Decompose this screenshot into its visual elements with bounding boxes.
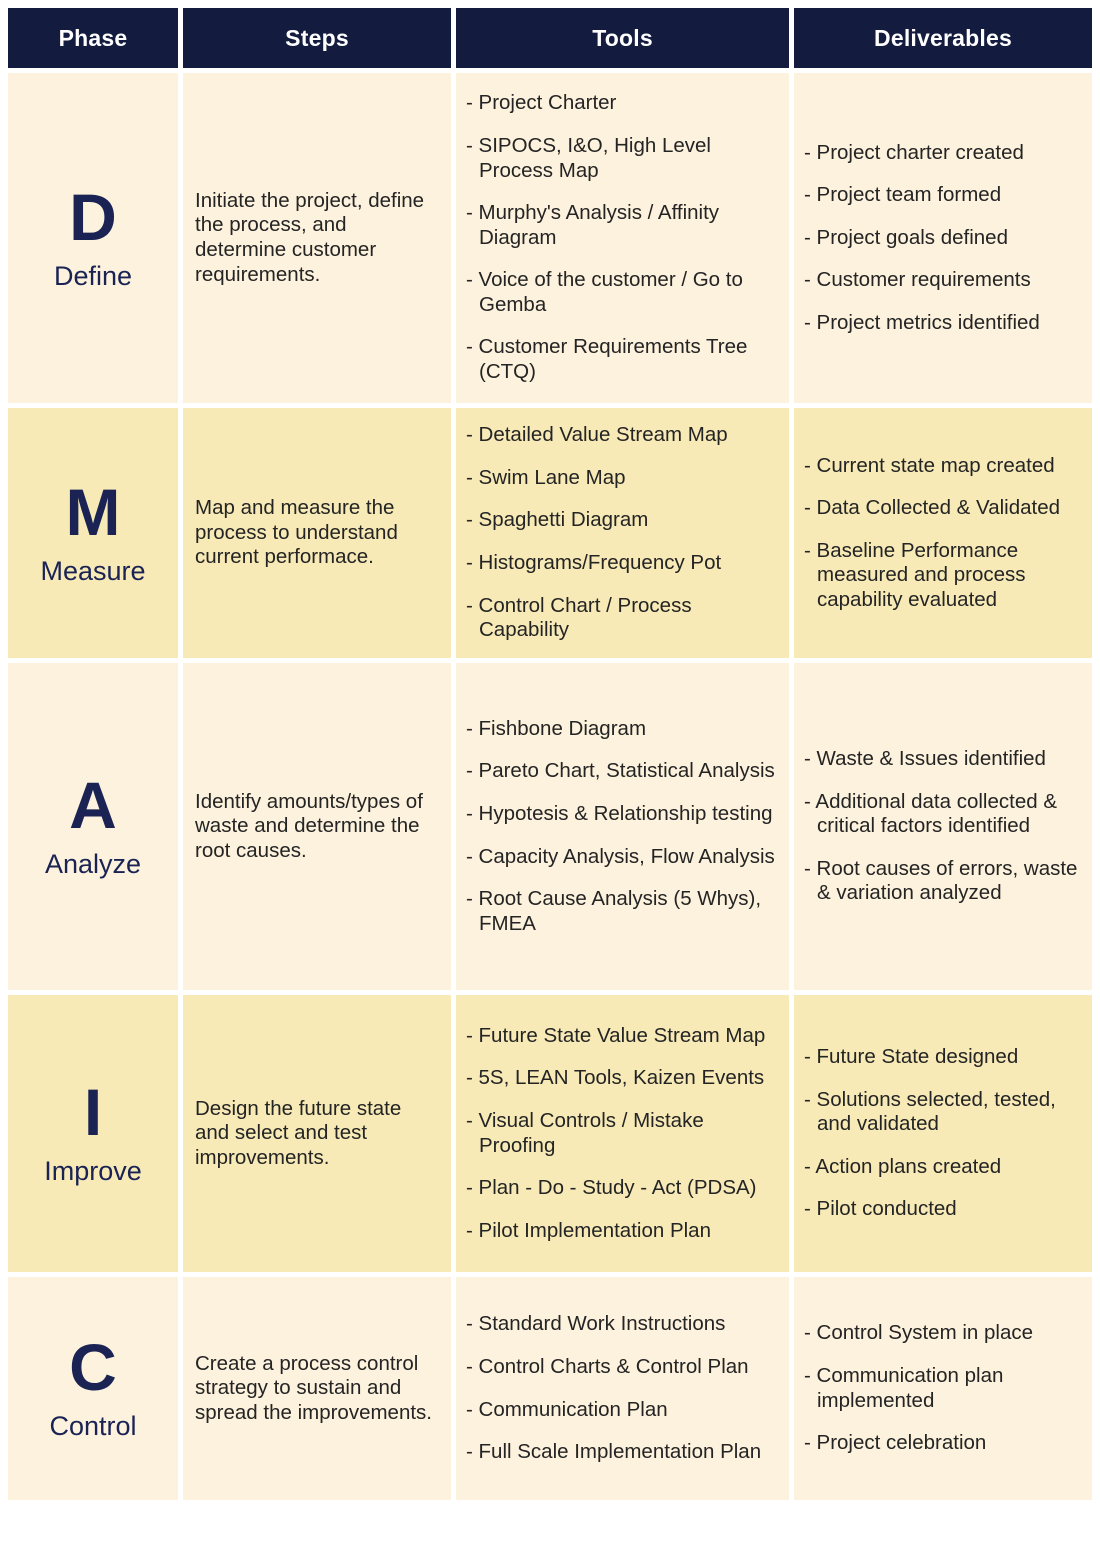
bullet-item: - Swim Lane Map	[466, 465, 626, 489]
bullet-item: - Plan - Do - Study - Act (PDSA)	[466, 1176, 757, 1200]
tools-cell-improve	[456, 995, 789, 1272]
phase-cell-define	[8, 73, 178, 403]
bullet-item: - Project charter created	[804, 140, 1024, 164]
column-header-tools: Tools	[456, 8, 789, 68]
bullet-item: - Detailed Value Stream Map	[466, 423, 728, 447]
phase-label: Analyze	[44, 849, 142, 880]
steps-cell-control	[183, 1277, 451, 1500]
bullet-item: - Spaghetti Diagram	[466, 508, 649, 532]
bullet-item: - Murphy's Analysis / Affinity Diagram	[466, 201, 720, 249]
column-header-steps: Steps	[183, 8, 451, 68]
bullet-item: - Project celebration	[804, 1431, 987, 1455]
bullet-item: - Control Chart / Process Capability	[466, 593, 692, 642]
bullet-item: - Histograms/Frequency Pot	[466, 551, 722, 574]
steps-cell-analyze	[183, 663, 451, 990]
bullet-item: - Pareto Chart, Statistical Analysis	[466, 759, 775, 783]
bullet-item: - Hypotesis & Relationship testing	[466, 801, 773, 825]
steps-text: Design the future state and select and test improvements.	[195, 1096, 402, 1169]
bullet-item: - Control System in place	[804, 1321, 1034, 1345]
bullet-item: - Customer requirements	[804, 268, 1031, 292]
steps-cell-define	[183, 73, 451, 403]
tools-cell-measure	[456, 408, 789, 658]
steps-cell-measure	[183, 408, 451, 658]
bullet-item: - Full Scale Implementation Plan	[466, 1440, 762, 1464]
bullet-item: - Future State Value Stream Map	[466, 1023, 766, 1047]
tools-cell-define	[456, 73, 789, 403]
bullet-item: - SIPOCS, I&O, High Level Process Map	[466, 133, 711, 182]
deliverables-cell-control	[794, 1277, 1092, 1500]
bullet-item: - Root causes of errors, waste & variation analyzed	[804, 856, 1078, 905]
bullet-item: - Action plans created	[804, 1154, 1002, 1178]
bullet-item: - Project team formed	[804, 183, 1002, 207]
phase-cell-improve	[8, 995, 178, 1272]
bullet-item: - Fishbone Diagram	[466, 716, 647, 740]
tools-cell-control	[456, 1277, 789, 1500]
bullet-item: - Current state map created	[804, 453, 1055, 477]
bullet-item: - Additional data collected & critical factors identified	[804, 789, 1057, 838]
phase-letter: A	[69, 768, 117, 843]
steps-cell-improve	[183, 995, 451, 1272]
bullet-item: - Communication Plan	[466, 1397, 668, 1421]
deliverables-cell-measure	[794, 408, 1092, 658]
bullet-item: - Future State designed	[804, 1045, 1019, 1069]
deliverables-cell-improve	[794, 995, 1092, 1272]
phase-letter: D	[69, 179, 117, 254]
tools-cell-analyze	[456, 663, 789, 990]
phase-cell-measure	[8, 408, 178, 658]
dmaic-table	[8, 8, 1092, 1500]
steps-text: Map and measure the process to understand current performace.	[195, 496, 398, 569]
steps-text: Identify amounts/types of waste and determine the root causes.	[195, 789, 423, 862]
bullet-item: - Capacity Analysis, Flow Analysis	[466, 844, 775, 868]
bullet-item: - Project Charter	[466, 91, 617, 115]
bullet-item: - Standard Work Instructions	[466, 1312, 726, 1336]
bullet-item: - Communication plan implemented	[804, 1363, 1004, 1412]
bullet-item: - Control Charts & Control Plan	[466, 1354, 749, 1378]
bullet-item: - Pilot Implementation Plan	[466, 1218, 711, 1242]
phase-letter: C	[69, 1330, 117, 1405]
deliverables-cell-define	[794, 73, 1092, 403]
bullet-item: - Data Collected & Validated	[804, 496, 1061, 520]
bullet-item: - Voice of the customer / Go to Gemba	[466, 268, 743, 316]
phase-letter: M	[65, 474, 121, 549]
bullet-item: - Project metrics identified	[804, 310, 1040, 334]
phase-label: Control	[49, 1411, 137, 1442]
column-header-phase: Phase	[8, 8, 178, 68]
bullet-item: - Root Cause Analysis (5 Whys), FMEA	[466, 887, 762, 935]
phase-label: Define	[53, 260, 133, 291]
bullet-item: - Solutions selected, tested, and validated	[804, 1087, 1056, 1136]
bullet-item: - 5S, LEAN Tools, Kaizen Events	[466, 1066, 765, 1090]
phase-label: Improve	[44, 1156, 142, 1187]
phase-label: Measure	[40, 555, 146, 586]
bullet-item: - Project goals defined	[804, 225, 1008, 249]
steps-text: Initiate the project, define the process, and determine customer requirements.	[195, 188, 425, 286]
phase-letter: I	[83, 1075, 103, 1150]
deliverables-cell-analyze	[794, 663, 1092, 990]
column-header-deliverables: Deliverables	[794, 8, 1092, 68]
bullet-item: - Baseline Performance measured and process capability evaluated	[804, 538, 1026, 611]
bullet-item: - Customer Requirements Tree (CTQ)	[466, 335, 748, 384]
phase-cell-control	[8, 1277, 178, 1500]
steps-text: Create a process control strategy to sustain and spread the improvements.	[195, 1351, 433, 1424]
bullet-item: - Waste & Issues identified	[804, 747, 1046, 771]
bullet-item: - Pilot conducted	[804, 1197, 957, 1221]
bullet-item: - Visual Controls / Mistake Proofing	[466, 1108, 704, 1157]
phase-cell-analyze	[8, 663, 178, 990]
